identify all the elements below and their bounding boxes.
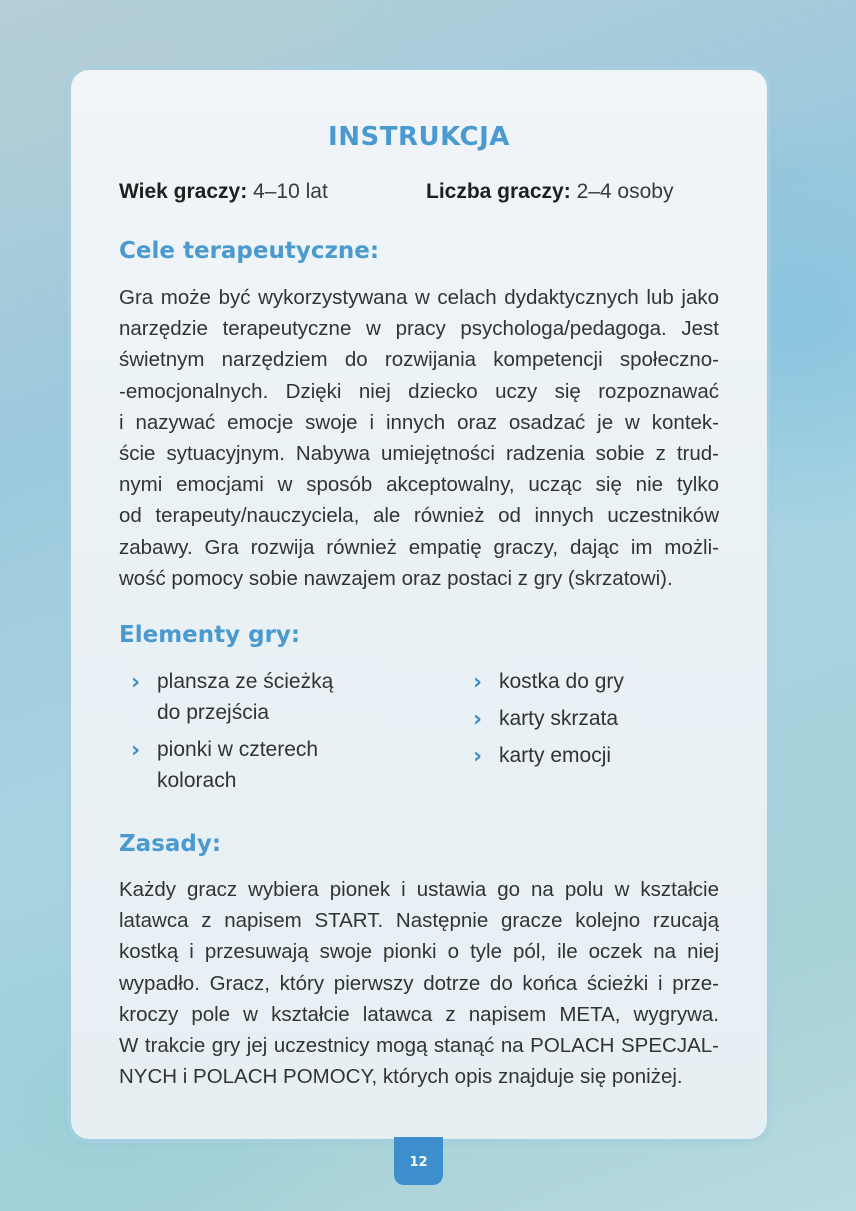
chevron-right-icon: › [473,670,483,695]
paragraph-line: W trakcie gry jej uczestnicy mogą stanąć na POLACH SPECJAL- [119,1034,719,1058]
instruction-card [71,70,767,1139]
player-count [426,180,673,204]
list-item-label: karty emocji [499,744,612,767]
player-count-label: Liczba graczy: [426,180,571,203]
paragraph-line: NYCH i POLACH POMOCY, których opis znajduje się poniżej. [119,1065,683,1089]
paragraph-line: kroczy pole w kształcie latawca z napisem META, wygrywa. [119,1002,719,1026]
list-item-line: pionki w czterech [157,738,319,761]
elements-list-right [463,666,723,777]
paragraph-line: narzędzie terapeutyczne w pracy psychologa/pedagoga. Jest [119,317,719,341]
goals-paragraph [119,282,719,594]
paragraph-line: od terapeuty/nauczyciela, ale również od innych uczestników [119,504,719,528]
paragraph-line: latawca z napisem START. Następnie gracze kolejno rzucają [119,909,719,933]
list-item-line: plansza ze ścieżką [157,670,334,693]
list-item [463,703,723,734]
player-count-value: 2–4 osoby [576,180,674,203]
goals-heading: Cele terapeutyczne: [119,238,380,264]
list-item-line: do przejścia [157,701,270,724]
player-age [119,180,328,204]
list-item [463,740,723,771]
list-item-line: kolorach [157,769,237,792]
player-age-value: 4–10 lat [253,180,328,203]
chevron-right-icon: › [473,707,483,732]
elements-list-left [121,666,381,802]
list-item-label: kostka do gry [499,670,624,693]
player-age-label: Wiek graczy: [119,180,248,203]
rules-heading: Zasady: [119,831,222,857]
paragraph-line: -emocjonalnych. Dzięki niej dziecko uczy się rozpoznawać [119,379,719,403]
paragraph-line: Każdy gracz wybiera pionek i ustawia go na polu w kształcie [119,878,719,901]
paragraph-line: Gra może być wykorzystywana w celach dydaktycznych lub jako [119,286,719,309]
paragraph-line: nymi emocjami w sposób akceptowalny, ucząc się nie tylko [119,473,719,497]
paragraph-line: zabawy. Gra rozwija również empatię graczy, dając im możli- [119,535,719,559]
list-item-label: karty skrzata [499,707,619,730]
paragraph-line: kostką i przesuwają swoje pionki o tyle pól, ile oczek na niej [119,940,719,964]
page-title: INSTRUKCJA [328,122,510,152]
chevron-right-icon: › [131,738,141,763]
list-item [121,666,381,728]
chevron-right-icon: › [473,744,483,769]
chevron-right-icon: › [131,670,141,695]
paragraph-line: wość pomocy sobie nawzajem oraz postaci z gry (skrzatowi). [119,566,673,590]
paragraph-line: i nazywać emocje swoje i innych oraz osadzać je w kontek- [119,410,719,434]
paragraph-line: ście sytuacyjnym. Nabywa umiejętności radzenia sobie z trud- [119,442,719,466]
elements-heading: Elementy gry: [119,622,301,648]
list-item [463,666,723,697]
paragraph-line: wypadło. Gracz, który pierwszy dotrze do końca ścieżki i prze- [119,971,719,995]
page-number: 12 [394,1137,443,1185]
rules-paragraph [119,874,719,1092]
list-item [121,734,381,796]
paragraph-line: świetnym narzędziem do rozwijania kompetencji społeczno- [119,348,719,372]
